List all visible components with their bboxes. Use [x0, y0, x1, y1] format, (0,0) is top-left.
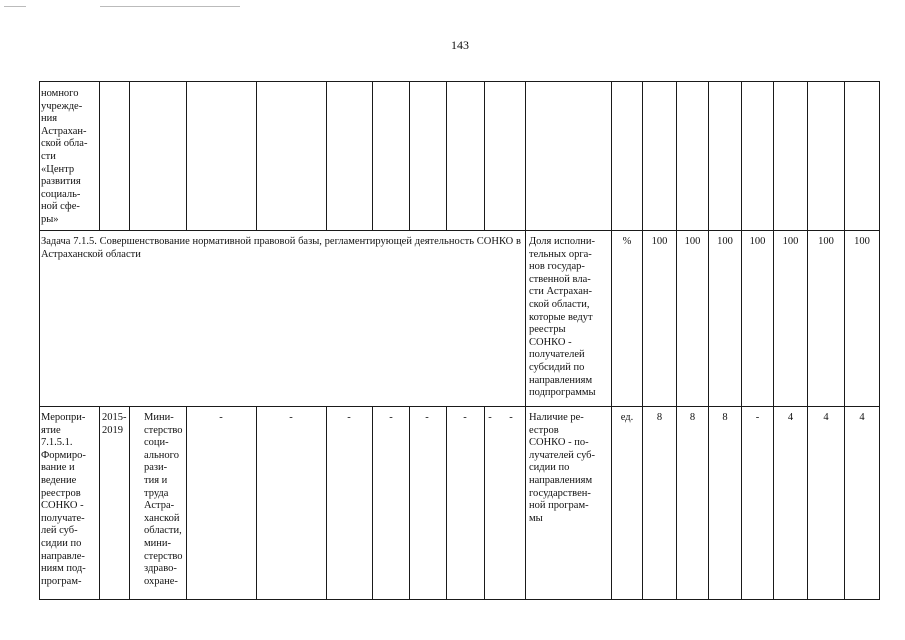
funding-dash-cell: -	[219, 412, 223, 423]
col-line	[186, 406, 187, 600]
col-line	[129, 406, 130, 600]
measure-indicator-cell: Наличие ре- естров СОНКО - по- лучателей суб- сидии по направлениям государствен- ной програм- мы	[529, 412, 596, 524]
col-line	[39, 81, 40, 600]
col-line	[256, 406, 257, 600]
col-line	[525, 81, 526, 600]
task-value-cell: 100	[782, 236, 799, 247]
measure-period-cell: 2015- 2019	[102, 412, 127, 436]
col-line	[773, 81, 774, 600]
row-line-task	[39, 230, 880, 231]
col-line	[741, 81, 742, 600]
col-line	[676, 81, 677, 600]
row-line-measure	[39, 406, 880, 407]
measure-value-cell: -	[755, 412, 760, 423]
executor-continued-cell: номного учрежде- ния Астрахан- ской обла- сти «Центр развития социаль- ной сфе- ры»	[41, 88, 88, 225]
col-line	[326, 81, 327, 230]
col-line	[409, 406, 410, 600]
funding-dash-cell: -	[509, 412, 513, 423]
row-line-top	[39, 81, 880, 82]
funding-dash-cell: -	[488, 412, 492, 423]
task-value-cell: 100	[651, 236, 668, 247]
funding-dash-cell: -	[389, 412, 393, 423]
task-title-cell: Задача 7.1.5. Совершенствование нормативной правовой базы, регламентирующей деятельность СОНКО в Астраханской области	[41, 236, 521, 260]
measure-value-cell: 4	[787, 412, 794, 423]
funding-dash-cell: -	[463, 412, 467, 423]
measure-name-cell: Меропри- ятие 7.1.5.1. Формиро- вание и ведение реестров СОНКО - получате- лей суб- сидии по направле- ниям под- програм-	[41, 412, 86, 587]
measure-executor-cell: Мини- стерство соци- ального рази- тия и труда Астра- ханской области, мини- стерство здраво- охране-	[144, 412, 183, 587]
col-line	[879, 81, 880, 600]
col-line	[372, 406, 373, 600]
measure-unit-cell: ед.	[620, 412, 634, 423]
col-line	[372, 81, 373, 230]
col-line	[807, 81, 808, 600]
measure-value-cell: 4	[823, 412, 829, 423]
task-value-cell: 100	[818, 236, 834, 247]
task-value-cell: 100	[717, 236, 733, 247]
col-line	[446, 81, 447, 230]
col-line	[446, 406, 447, 600]
measure-value-cell: 8	[689, 412, 696, 423]
task-value-cell: 100	[684, 236, 701, 247]
measure-value-cell: 8	[656, 412, 663, 423]
funding-dash-cell: -	[289, 412, 293, 423]
row-line-bottom	[39, 599, 880, 600]
col-line	[484, 406, 485, 600]
col-line	[186, 81, 187, 230]
col-line	[326, 406, 327, 600]
task-value-cell: 100	[854, 236, 870, 247]
task-indicator-cell: Доля исполни- тельных орга- нов государ- ственной вла- сти Астрахан- ской области, которые ведут реестры СОНКО - получателей субсидий по направлениям подпрограммы	[529, 236, 596, 399]
col-line	[256, 81, 257, 230]
col-line	[708, 81, 709, 600]
task-unit-cell: %	[622, 236, 632, 247]
page-number: 143	[451, 38, 469, 52]
funding-dash-cell: -	[425, 412, 429, 423]
funding-dash-cell: -	[347, 412, 351, 423]
col-line	[844, 81, 845, 600]
col-line	[484, 81, 485, 230]
col-line	[99, 81, 100, 230]
col-line	[611, 81, 612, 600]
col-line	[99, 406, 100, 600]
col-line	[409, 81, 410, 230]
measure-value-cell: 4	[859, 412, 865, 423]
col-line	[129, 81, 130, 230]
task-value-cell: 100	[749, 236, 766, 247]
col-line	[642, 81, 643, 600]
measure-value-cell: 8	[722, 412, 728, 423]
